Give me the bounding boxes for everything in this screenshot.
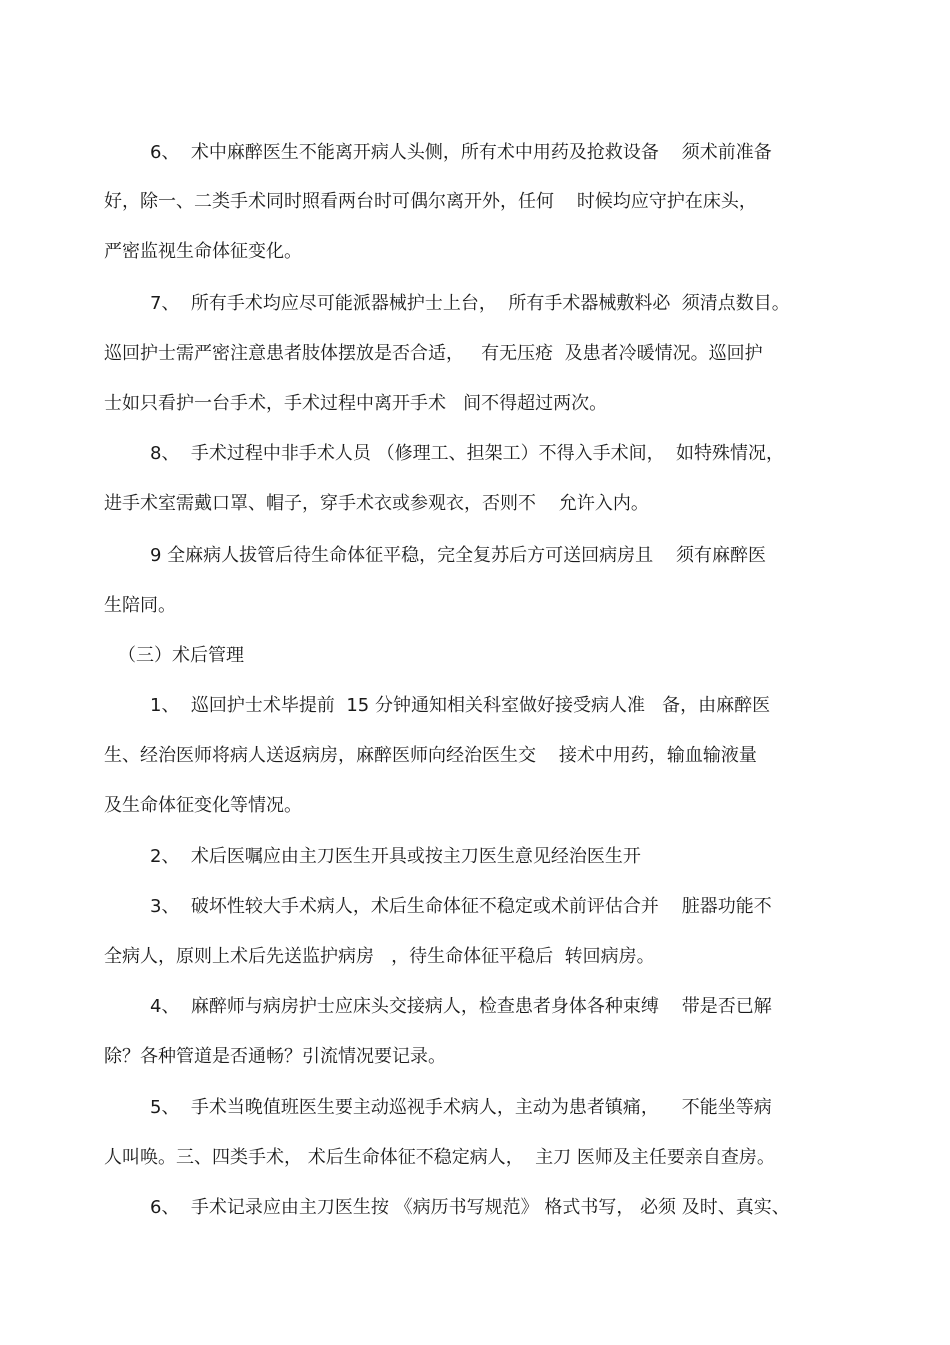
text-line: 除？各种管道是否通畅？引流情况要记录。: [104, 1046, 446, 1067]
text-line: 士如只看护一台手术，手术过程中离开手术 间不得超过两次。: [104, 393, 608, 414]
text-line: 人叫唤。三、四类手术， 术后生命体征不稳定病人， 主刀 医师及主任要亲自查房。: [104, 1147, 775, 1168]
text-line: 严密监视生命体征变化。: [104, 241, 302, 262]
text-line: 好，除一、二类手术同时照看两台时可偶尔离开外，任何 时候均应守护在床头，: [104, 191, 757, 212]
text-line: 6、 术中麻醉医生不能离开病人头侧，所有术中用药及抢救设备 须术前准备: [150, 142, 772, 163]
text-line: 生、经治医师将病人送返病房，麻醉医师向经治医生交 接术中用药，输血输液量: [104, 745, 757, 766]
text-line: 3、 破坏性较大手术病人，术后生命体征不稳定或术前评估合并 脏器功能不: [150, 896, 772, 917]
text-line: 全病人，原则上术后先送监护病房 ，待生命体征平稳后 转回病房。: [104, 946, 655, 967]
text-line: 6、 手术记录应由主刀医生按 《病历书写规范》 格式书写， 必须 及时、真实、: [150, 1197, 790, 1218]
text-line: 进手术室需戴口罩、帽子，穿手术衣或参观衣，否则不 允许入内。: [104, 493, 649, 514]
text-line: 1、 巡回护士术毕提前 15 分钟通知相关科室做好接受病人准 备，由麻醉医: [150, 695, 771, 716]
text-line: 巡回护士需严密注意患者肢体摆放是否合适， 有无压疮 及患者冷暖情况。巡回护: [104, 343, 763, 364]
text-line: 生陪同。: [104, 595, 176, 616]
text-line: 4、 麻醉师与病房护士应床头交接病人，检查患者身体各种束缚 带是否已解: [150, 996, 772, 1017]
text-line: 8、 手术过程中非手术人员 （修理工、担架工）不得入手术间， 如特殊情况，: [150, 443, 785, 464]
text-line: 5、 手术当晚值班医生要主动巡视手术病人，主动为患者镇痛， 不能坐等病: [150, 1097, 772, 1118]
section-heading: （三）术后管理: [118, 645, 244, 666]
text-line: 9 全麻病人拔管后待生命体征平稳，完全复苏后方可送回病房且 须有麻醉医: [150, 545, 767, 566]
text-line: 7、 所有手术均应尽可能派器械护士上台， 所有手术器械敷料必 须清点数目。: [150, 293, 790, 314]
text-line: 2、 术后医嘱应由主刀医生开具或按主刀医生意见经治医生开: [150, 846, 641, 867]
text-line: 及生命体征变化等情况。: [104, 795, 302, 816]
